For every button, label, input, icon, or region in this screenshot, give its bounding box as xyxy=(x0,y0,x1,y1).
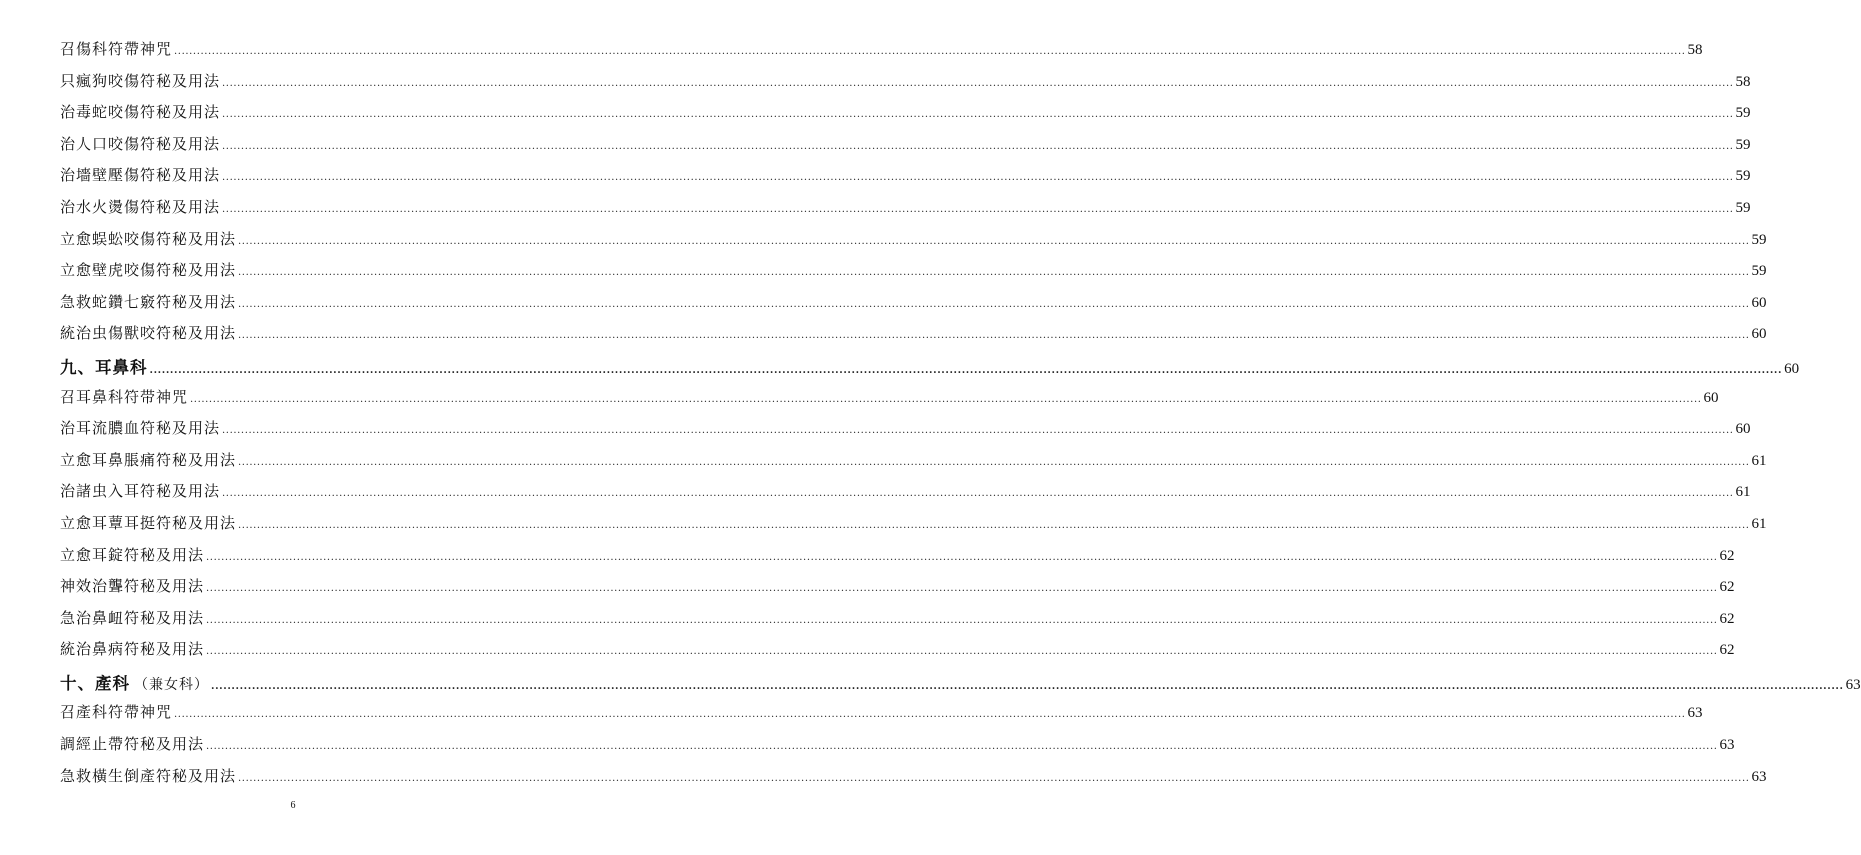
toc-entry xyxy=(60,196,1751,228)
dot-leader: ................................................................................................................................................................................................................................................................................................................................................................................................................ xyxy=(238,772,1750,784)
toc-entry xyxy=(60,575,1735,607)
entry-page-number: 59 xyxy=(1735,199,1751,216)
dot-leader: ................................................................................................................................................................................................................................................................................................................................................................................................................ xyxy=(222,140,1734,152)
entry-page-number: 60 xyxy=(1703,389,1719,406)
dot-leader: ................................................................................................................................................................................................................................................................................................................................................................................................................ xyxy=(238,298,1750,310)
page-number: 6 xyxy=(290,800,296,811)
entry-page-number: 62 xyxy=(1719,547,1735,564)
dot-leader: ................................................................................................................................................................................................................................................................................................................................................................................................................ xyxy=(238,519,1750,531)
entry-page-number: 60 xyxy=(1735,421,1751,438)
entry-title xyxy=(60,417,220,438)
dot-leader: ................................................................................................................................................................................................................................................................................................................................................................................................................ xyxy=(222,172,1734,184)
dot-leader: ................................................................................................................................................................................................................................................................................................................................................................................................................ xyxy=(211,680,1844,692)
toc-entry xyxy=(60,228,1767,260)
toc-entry xyxy=(60,480,1751,512)
entry-title-text: 只瘋狗咬傷符秘及用法 xyxy=(60,71,221,90)
dot-leader: ................................................................................................................................................................................................................................................................................................................................................................................................................ xyxy=(206,551,1718,563)
entry-title-text: 神效治聾符秘及用法 xyxy=(60,577,205,596)
toc-entry xyxy=(60,417,1751,449)
entry-title xyxy=(60,544,204,565)
entry-title-text: 立愈耳蕈耳挺符秘及用法 xyxy=(60,513,237,532)
toc-entry xyxy=(60,386,1719,418)
entry-title-text: 治水火燙傷符秘及用法 xyxy=(60,197,221,216)
entry-page-number: 58 xyxy=(1735,73,1751,90)
entry-title xyxy=(60,196,220,217)
dot-leader: ................................................................................................................................................................................................................................................................................................................................................................................................................ xyxy=(222,109,1734,121)
toc-entry xyxy=(60,70,1751,102)
toc-entry xyxy=(60,512,1767,544)
entry-title xyxy=(60,38,172,59)
toc-entry xyxy=(60,133,1751,165)
dot-leader: ................................................................................................................................................................................................................................................................................................................................................................................................................ xyxy=(149,364,1783,376)
entry-title-text: 治毒蛇咬傷符秘及用法 xyxy=(60,103,221,122)
toc-entry xyxy=(60,322,1767,354)
dot-leader: ................................................................................................................................................................................................................................................................................................................................................................................................................ xyxy=(174,709,1686,721)
dot-leader: ................................................................................................................................................................................................................................................................................................................................................................................................................ xyxy=(222,77,1734,89)
dot-leader: ................................................................................................................................................................................................................................................................................................................................................................................................................ xyxy=(222,425,1734,437)
entry-title-text: 立愈蜈蚣咬傷符秘及用法 xyxy=(60,229,237,248)
entry-title-text: 急救蛇鑽七竅符秘及用法 xyxy=(60,292,237,311)
entry-title xyxy=(60,575,204,596)
entry-page-number: 63 xyxy=(1719,737,1735,754)
entry-title xyxy=(60,607,204,628)
entry-title-text: 立愈耳錠符秘及用法 xyxy=(60,545,205,564)
entry-title-text: 召產科符帶神咒 xyxy=(60,703,173,722)
dot-leader: ................................................................................................................................................................................................................................................................................................................................................................................................................ xyxy=(222,203,1734,215)
entry-page-number: 63 xyxy=(1687,705,1703,722)
entry-title-text: 召傷科符帶神咒 xyxy=(60,40,173,58)
entry-page-number: 59 xyxy=(1735,105,1751,122)
entry-title-text: 治墻壁壓傷符秘及用法 xyxy=(60,166,221,185)
entry-title xyxy=(60,480,220,501)
entry-title-text: 召耳鼻科符带神咒 xyxy=(60,387,189,406)
entry-title xyxy=(60,512,236,533)
dot-leader: ................................................................................................................................................................................................................................................................................................................................................................................................................ xyxy=(174,46,1686,57)
entry-page-number: 59 xyxy=(1735,168,1751,185)
entry-title xyxy=(60,228,236,249)
entry-title-text: 立愈耳鼻脹痛符秘及用法 xyxy=(60,450,237,469)
entry-title-text: 治耳流膿血符秘及用法 xyxy=(60,419,221,438)
dot-leader: ................................................................................................................................................................................................................................................................................................................................................................................................................ xyxy=(238,235,1750,247)
entry-page-number: 60 xyxy=(1751,326,1767,343)
entry-page-number: 63 xyxy=(1751,768,1767,785)
entry-subtitle: （兼女科） xyxy=(134,676,209,693)
section-heading xyxy=(60,670,1861,702)
toc-entry xyxy=(60,449,1767,481)
entry-title xyxy=(60,733,204,754)
entry-title xyxy=(60,259,236,280)
toc-entry xyxy=(60,38,1703,70)
entry-page-number: 59 xyxy=(1751,263,1767,280)
entry-title xyxy=(60,322,236,343)
dot-leader: ................................................................................................................................................................................................................................................................................................................................................................................................................ xyxy=(206,646,1718,658)
toc-entry xyxy=(60,101,1751,133)
entry-title xyxy=(60,701,172,722)
toc-entry xyxy=(60,607,1735,639)
dot-leader: ................................................................................................................................................................................................................................................................................................................................................................................................................ xyxy=(206,583,1718,595)
toc-entry xyxy=(60,765,1767,797)
entry-title xyxy=(60,449,236,470)
entry-title xyxy=(60,670,209,694)
entry-title xyxy=(60,354,148,378)
toc-entry xyxy=(60,164,1751,196)
section-heading xyxy=(60,354,1800,386)
dot-leader: ................................................................................................................................................................................................................................................................................................................................................................................................................ xyxy=(206,614,1718,626)
entry-title-text: 調經止帶符秘及用法 xyxy=(60,735,205,754)
entry-title-text: 統治虫傷獸咬符秘及用法 xyxy=(60,324,237,343)
entry-title xyxy=(60,291,236,312)
entry-page-number: 60 xyxy=(1784,360,1800,377)
entry-page-number: 61 xyxy=(1751,452,1767,469)
entry-title xyxy=(60,164,220,185)
entry-title xyxy=(60,638,204,659)
toc-entry xyxy=(60,291,1767,323)
toc-entry xyxy=(60,544,1735,576)
dot-leader: ................................................................................................................................................................................................................................................................................................................................................................................................................ xyxy=(238,330,1750,342)
entry-page-number: 62 xyxy=(1719,610,1735,627)
toc-entry xyxy=(60,733,1735,765)
entry-title-text: 十、產科 xyxy=(60,673,130,693)
entry-title xyxy=(60,765,236,786)
toc-entry xyxy=(60,638,1735,670)
toc-entry xyxy=(60,259,1767,291)
entry-title xyxy=(60,133,220,154)
dot-leader: ................................................................................................................................................................................................................................................................................................................................................................................................................ xyxy=(190,393,1702,405)
entry-title-text: 急治鼻衄符秘及用法 xyxy=(60,608,205,627)
entry-title-text: 治諸虫入耳符秘及用法 xyxy=(60,482,221,501)
entry-title-text: 急救橫生倒產符秘及用法 xyxy=(60,766,237,785)
dot-leader: ................................................................................................................................................................................................................................................................................................................................................................................................................ xyxy=(238,267,1750,279)
dot-leader: ................................................................................................................................................................................................................................................................................................................................................................................................................ xyxy=(238,456,1750,468)
entry-page-number: 60 xyxy=(1751,294,1767,311)
entry-page-number: 58 xyxy=(1687,42,1703,58)
entry-page-number: 63 xyxy=(1845,676,1861,693)
entry-page-number: 61 xyxy=(1735,484,1751,501)
entry-title-text: 九、耳鼻科 xyxy=(60,357,148,377)
entry-title xyxy=(60,70,220,91)
table-of-contents xyxy=(60,38,1861,796)
entry-title-text: 統治鼻病符秘及用法 xyxy=(60,640,205,659)
entry-title-text: 立愈壁虎咬傷符秘及用法 xyxy=(60,261,237,280)
dot-leader: ................................................................................................................................................................................................................................................................................................................................................................................................................ xyxy=(206,741,1718,753)
entry-page-number: 61 xyxy=(1751,515,1767,532)
entry-page-number: 59 xyxy=(1751,231,1767,248)
toc-entry xyxy=(60,701,1703,733)
entry-title xyxy=(60,101,220,122)
entry-title-text: 治人口咬傷符秘及用法 xyxy=(60,134,221,153)
entry-title xyxy=(60,386,188,407)
entry-page-number: 62 xyxy=(1719,579,1735,596)
entry-page-number: 59 xyxy=(1735,136,1751,153)
entry-page-number: 62 xyxy=(1719,642,1735,659)
dot-leader: ................................................................................................................................................................................................................................................................................................................................................................................................................ xyxy=(222,488,1734,500)
